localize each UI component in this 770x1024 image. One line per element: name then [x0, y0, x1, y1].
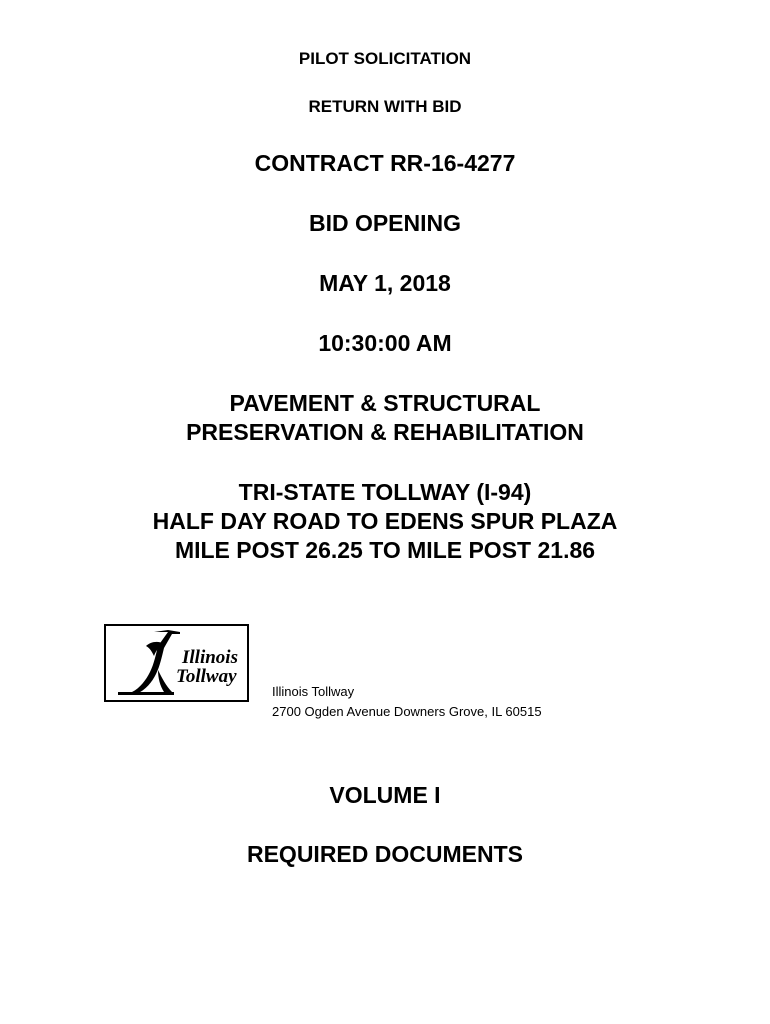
tollway-emblem-icon: [106, 626, 247, 700]
required-documents-label: REQUIRED DOCUMENTS: [246, 841, 523, 867]
bid-opening-time: 10:30:00 AM: [318, 330, 452, 356]
pilot-solicitation-heading: PILOT SOLICITATION: [298, 49, 472, 68]
contract-number: CONTRACT RR-16-4277: [254, 150, 516, 176]
location-line-1: TRI-STATE TOLLWAY (I-94): [238, 479, 532, 505]
project-title-line-1: PAVEMENT & STRUCTURAL: [229, 390, 541, 416]
project-title-line-2: PRESERVATION & REHABILITATION: [186, 419, 584, 445]
bid-opening-label: BID OPENING: [308, 210, 462, 236]
location-line-2: HALF DAY ROAD TO EDENS SPUR PLAZA: [152, 508, 618, 534]
agency-address: 2700 Ogden Avenue Downers Grove, IL 60515: [272, 704, 542, 719]
return-with-bid-heading: RETURN WITH BID: [308, 97, 462, 116]
agency-name: Illinois Tollway: [272, 684, 355, 699]
logo-text-tollway: Tollway: [176, 666, 237, 687]
logo-text-illinois: Illinois: [182, 647, 238, 668]
volume-label: VOLUME I: [329, 782, 441, 808]
bid-opening-date: MAY 1, 2018: [319, 270, 451, 296]
location-line-3: MILE POST 26.25 TO MILE POST 21.86: [174, 537, 596, 563]
illinois-tollway-logo: [104, 624, 249, 702]
